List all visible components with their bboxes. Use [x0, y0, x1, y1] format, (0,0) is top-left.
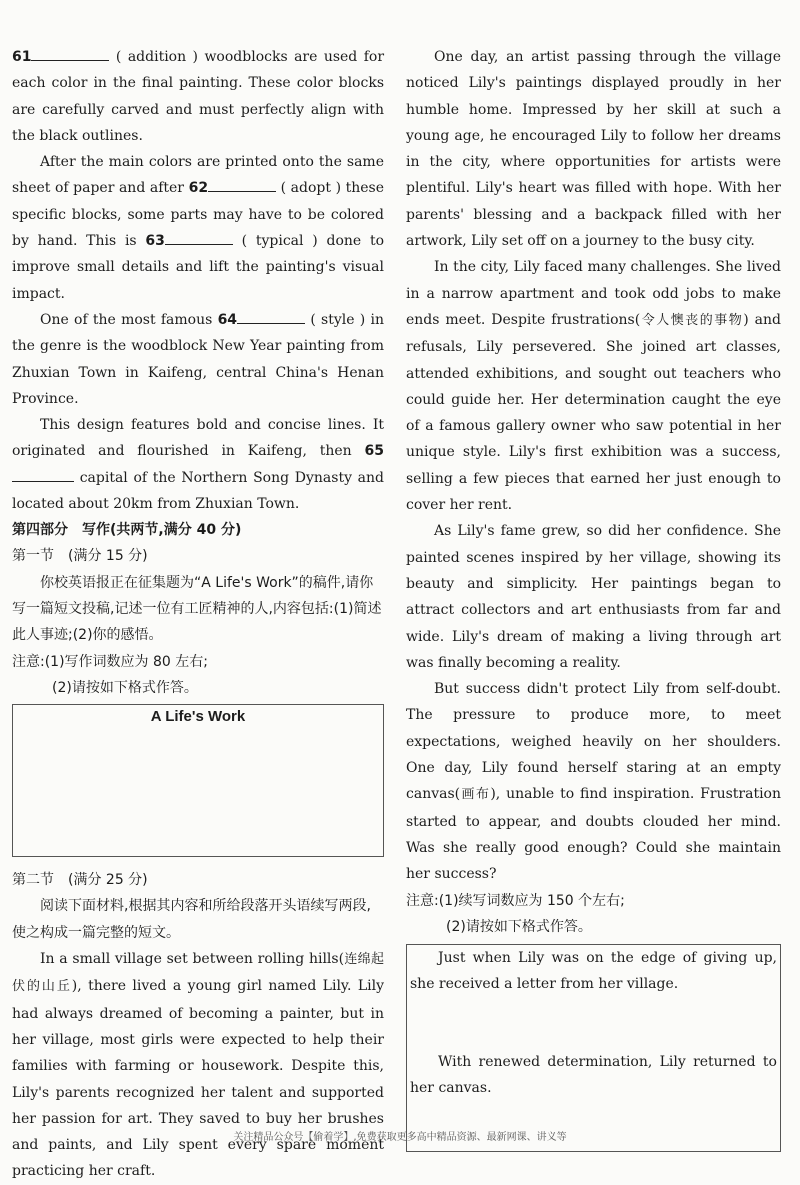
gloss-frustrations: 令人懊丧的事物 — [640, 312, 744, 328]
section1-prompt: 你校英语报正在征集题为“A Life's Work”的稿件,请你写一篇短文投稿,记述一位有工匠精神的人,内容包括:(1)简述此人事迹;(2)你的感悟。 — [12, 574, 382, 644]
story-paragraph-3-text-a: In the city, Lily faced many challenges. She lived in a narrow apartment and took odd jobs to make ends meet. Despite frustrations( — [406, 259, 781, 328]
hint-61: ( addition ) — [115, 49, 199, 65]
continuation-writing-space-1 — [410, 997, 777, 1049]
section2-note-format: (2)请按如下格式作答。 — [446, 918, 592, 935]
section2-heading: 第二节 (满分 25 分) — [12, 872, 148, 889]
story-paragraph-5-text-a: But success didn't protect Lily from self-doubt. The pressure to produce more, to meet expectations, weighed heavily on her shoulders. One day, Lily found herself staring at an empty canvas( — [406, 681, 781, 803]
section1-note-format: (2)请按如下格式作答。 — [52, 679, 198, 696]
hint-63: ( typical ) — [241, 233, 318, 250]
answer-blank-65[interactable] — [12, 467, 74, 482]
story-paragraph-2: One day, an artist passing through the village noticed Lily's paintings displayed proudly in her humble home. Impressed by her skill at such a young age, he encouraged Lily to follow her dreams in the city, where opportunities for artists were plentiful. Lily's heart was filled with hope. With her parents' blessing and a backpack filled with her artwork, Lily set off on a journey to the busy city. — [406, 49, 781, 250]
paragraph-65-text-before: This design features bold and concise lines. It originated and flourished in Kaifeng, then — [12, 417, 384, 460]
paragraph-61 — [12, 44, 384, 149]
blank-number-64: 64 — [217, 311, 238, 328]
paragraph-61-text: woodblocks are used for each color in the final painting. These color blocks are carefully carved and must perfectly align with the black outlines. — [12, 49, 385, 144]
continuation-opening-1: Just when Lily was on the edge of giving up, she received a letter from her village. — [410, 950, 777, 993]
continuation-answer-box[interactable] — [406, 944, 781, 1152]
story-paragraph-4: As Lily's fame grew, so did her confidence. She painted scenes inspired by her village, showing its beauty and simplicity. Her paintings began to attract collectors and art enthusiasts from far and wide. Lily's dream of making a living through art was finally becoming a reality. — [406, 523, 781, 671]
section1-note-word-count: 注意:(1)写作词数应为 80 左右; — [12, 653, 208, 670]
paragraph-65 — [12, 412, 384, 517]
paragraph-62-text-mid: these specific blocks, some parts may have to be colored by hand. This is — [12, 180, 385, 250]
blank-number-63: 63 — [145, 233, 165, 250]
story-paragraph-5-text-b: ), unable to find inspiration. Frustration started to appear, and doubts clouded her mind. Was she really good enough? Could she maintain her success? — [406, 786, 781, 883]
hint-64: ( style ) — [310, 311, 366, 328]
answer-blank-62[interactable] — [208, 177, 276, 192]
story-paragraph-1-text-b: ), there lived a young girl named Lily. Lily had always dreamed of becoming a painter, but in her village, most girls were expected to help their families with farming or housework. Despite this, Lily's parents recognized her talent and supported her passion for art. They saved to buy her brushes and paints, and Lily spent every spare moment practicing her craft. — [12, 978, 384, 1180]
paragraph-62-text-before: After the main colors are printed onto the same sheet of paper and after — [12, 154, 384, 197]
section2-prompt: 阅读下面材料,根据其内容和所给段落开头语续写两段,使之构成一篇完整的短文。 — [12, 898, 371, 941]
paragraph-64-text-after: in the genre is the woodblock New Year painting from Zhuxian Town in Kaifeng, central China's Henan Province. — [12, 311, 384, 407]
answer-blank-61[interactable] — [31, 46, 109, 61]
story-paragraph-3-text-b: ) and refusals, Lily persevered. She joined art classes, attended exhibitions, and sought out teachers who could guide her. Her determination caught the eye of a famous gallery owner who saw potential in her unique style. Lily's first exhibition was a success, selling a few pieces that earned her just enough to cover her rent. — [406, 311, 781, 514]
continuation-opening-2: With renewed determination, Lily returned to her canvas. — [410, 1054, 777, 1097]
story-paragraph-5 — [406, 676, 781, 887]
paragraph-65-text-after: capital of the Northern Song Dynasty and located about 20km from Zhuxian Town. — [12, 469, 385, 513]
section2-note-word-count: 注意:(1)续写词数应为 150 个左右; — [406, 892, 625, 909]
blank-number-62: 62 — [188, 180, 209, 197]
gloss-canvas: 画布 — [460, 787, 491, 803]
answer-blank-64[interactable] — [237, 309, 305, 324]
story-paragraph-1 — [12, 946, 384, 1185]
blank-number-61: 61 — [12, 49, 32, 65]
writing-box-title: A Life's Work — [150, 708, 246, 726]
story-paragraph-3 — [406, 254, 781, 518]
footer-watermark: 关注精品公众号【偷着学】,免费获取更多高中精品资源、最新网课、讲义等 — [233, 1132, 567, 1143]
story-paragraph-1-text-a: In a small village set between rolling hills( — [40, 951, 345, 968]
hint-62: ( adopt ) — [280, 180, 342, 197]
paragraph-64-text-before: One of the most famous — [40, 311, 213, 328]
blank-number-65: 65 — [364, 443, 385, 460]
paragraph-62-63 — [12, 149, 384, 307]
left-column — [12, 44, 384, 1185]
section1-heading: 第一节 (满分 15 分) — [12, 548, 148, 565]
gloss-rolling-hills: 连绵起伏的山丘 — [12, 952, 384, 995]
right-column — [406, 44, 781, 1152]
writing-answer-box[interactable] — [12, 704, 384, 857]
answer-blank-63[interactable] — [165, 230, 233, 245]
part4-heading: 第四部分 写作(共两节,满分 40 分) — [12, 522, 242, 539]
paragraph-64 — [12, 307, 384, 412]
paragraph-63-text-after: done to improve small details and lift the painting's visual impact. — [12, 233, 385, 302]
